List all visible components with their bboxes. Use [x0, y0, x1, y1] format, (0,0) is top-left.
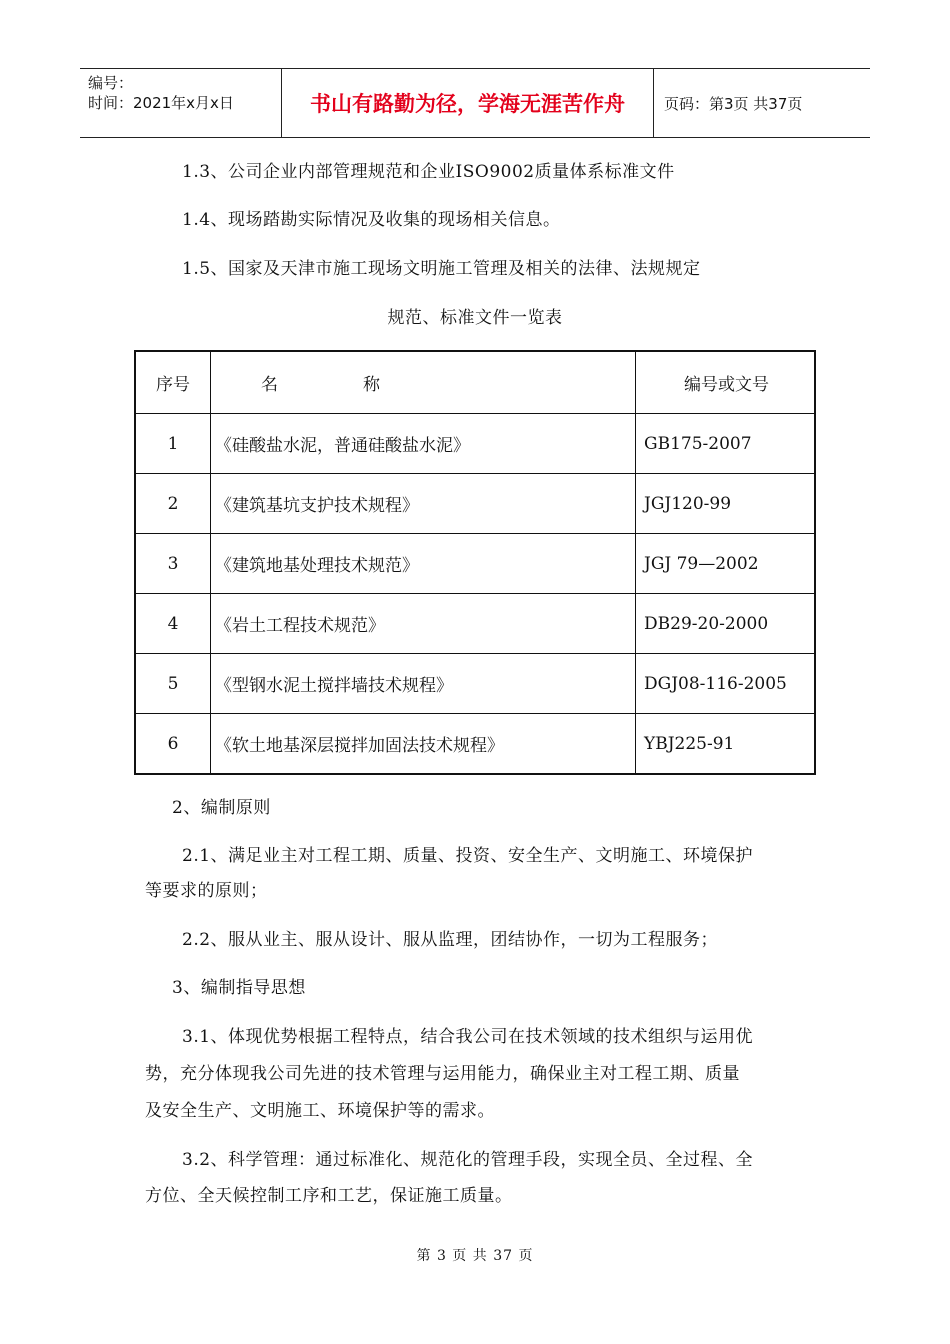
page-header: [80, 68, 870, 138]
header-number: 编号：: [88, 74, 134, 92]
section-3-title: 3、编制指导思想: [172, 978, 306, 998]
row-code: JGJ 79—2002: [636, 534, 816, 594]
table-header-row: [135, 351, 815, 414]
section-2-2: 2.2、服从业主、服从设计、服从监理，团结协作，一切为工程服务；: [182, 930, 719, 950]
table-row: [135, 714, 815, 775]
section-3-1-line-2: 势，充分体现我公司先进的技术管理与运用能力，确保业主对工程工期、质量: [145, 1064, 740, 1084]
section-2-1-line-1: 2.1、满足业主对工程工期、质量、投资、安全生产、文明施工、环境保护: [182, 846, 754, 866]
section-2-1-line-2: 等要求的原则；: [145, 881, 268, 901]
row-no: 4: [135, 594, 211, 654]
section-2-title: 2、编制原则: [172, 798, 271, 818]
header-meta: [80, 69, 282, 137]
intro-item-1-4: 1.4、现场踏勘实际情况及收集的现场相关信息。: [182, 210, 561, 230]
row-name: 《岩土工程技术规范》: [211, 594, 636, 654]
header-cell-name: 名 称: [211, 351, 636, 414]
header-page-info: 页码：第3页 共37页: [664, 94, 803, 113]
table-row: [135, 414, 815, 474]
row-code: DB29-20-2000: [636, 594, 816, 654]
row-no: 6: [135, 714, 211, 775]
row-code: JGJ120-99: [636, 474, 816, 534]
table-row: [135, 474, 815, 534]
row-code: GB175-2007: [636, 414, 816, 474]
table-row: [135, 594, 815, 654]
row-code: YBJ225-91: [636, 714, 816, 775]
header-motto: 书山有路勤为径，学海无涯苦作舟: [282, 69, 654, 137]
row-code: DGJ08-116-2005: [636, 654, 816, 714]
standards-table: [134, 350, 816, 775]
row-no: 2: [135, 474, 211, 534]
header-cell-code: 编号或文号: [636, 351, 816, 414]
row-name: 《建筑基坑支护技术规程》: [211, 474, 636, 534]
table-caption: 规范、标准文件一览表: [387, 308, 563, 328]
row-name: 《建筑地基处理技术规范》: [211, 534, 636, 594]
row-name: 《型钢水泥土搅拌墙技术规程》: [211, 654, 636, 714]
section-3-2-line-2: 方位、全天候控制工序和工艺，保证施工质量。: [145, 1186, 513, 1206]
header-cell-no: 序号: [135, 351, 211, 414]
section-3-2-line-1: 3.2、科学管理：通过标准化、规范化的管理手段，实现全员、全过程、全: [182, 1150, 754, 1170]
intro-item-1-3: 1.3、公司企业内部管理规范和企业ISO9002质量体系标准文件: [182, 162, 675, 182]
intro-item-1-5: 1.5、国家及天津市施工现场文明施工管理及相关的法律、法规规定: [182, 259, 701, 279]
row-name: 《硅酸盐水泥，普通硅酸盐水泥》: [211, 414, 636, 474]
row-name: 《软土地基深层搅拌加固法技术规程》: [211, 714, 636, 775]
table-row: [135, 654, 815, 714]
row-no: 5: [135, 654, 211, 714]
row-no: 3: [135, 534, 211, 594]
section-3-1-line-3: 及安全生产、文明施工、环境保护等的需求。: [145, 1101, 495, 1121]
header-time: 时间：2021年x月x日: [88, 94, 234, 112]
section-3-1-line-1: 3.1、体现优势根据工程特点，结合我公司在技术领域的技术组织与运用优: [182, 1027, 754, 1047]
row-no: 1: [135, 414, 211, 474]
page-footer: 第 3 页 共 37 页: [416, 1248, 534, 1264]
table-row: [135, 534, 815, 594]
